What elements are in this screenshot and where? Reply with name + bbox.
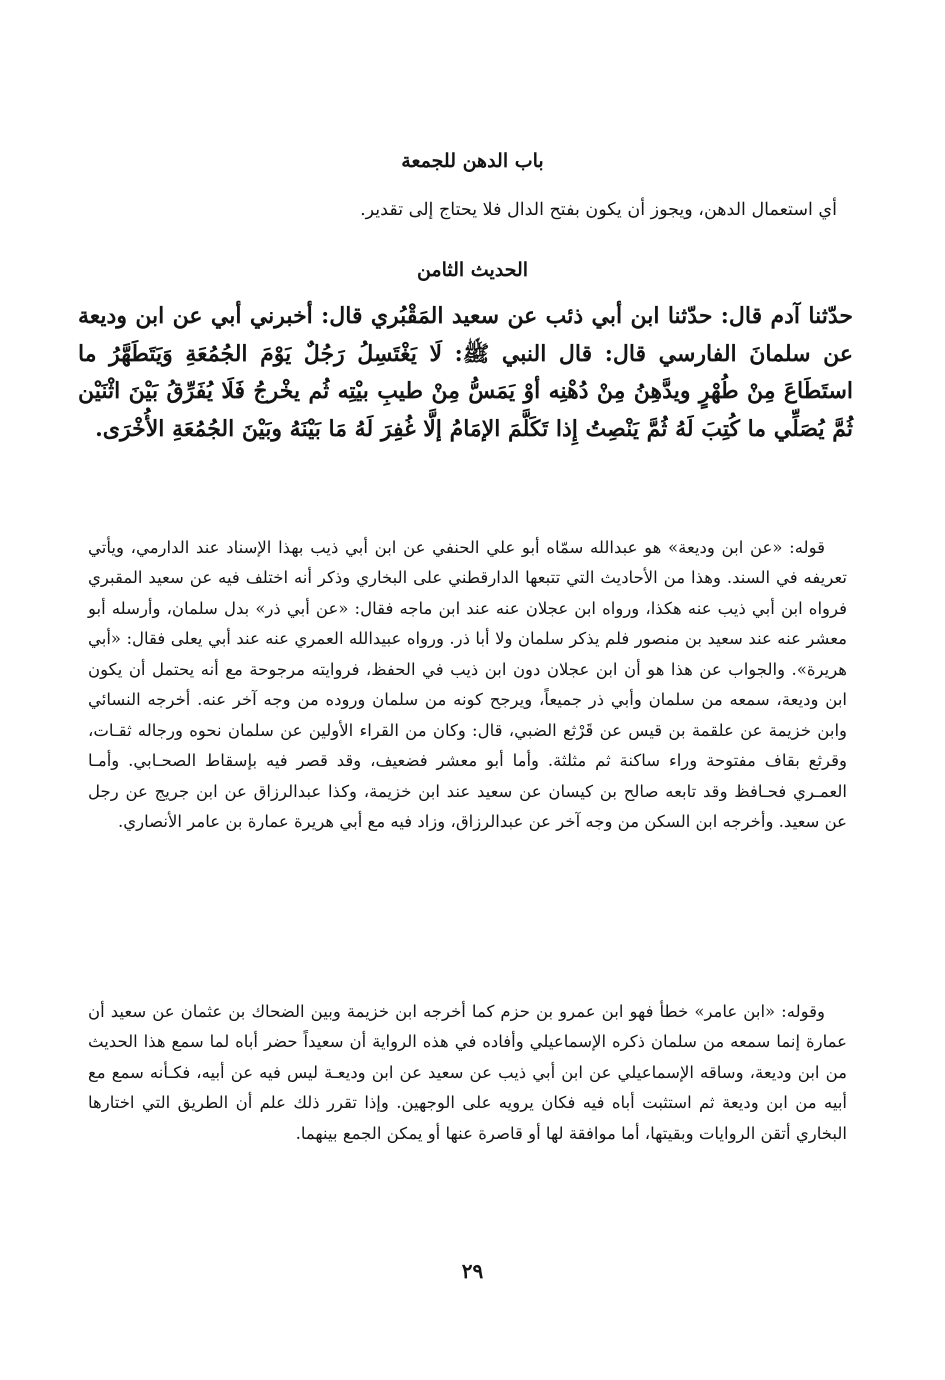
hadith-text: حدّثنا آدم قال: حدّثنا ابن أبي ذئب عن سعيد المَقْبُري قال: أخبرني أبي عن ابن وديعة عن سلمانَ الفارسي قال: قال النبي ﷺ: لَا يَغْتَسِلُ رَجُلٌ يَوْمَ الجُمُعَةِ وَيَتَطَهَّرُ ما استَطَاعَ مِنْ طُهْرٍ ويدَّهِنُ مِنْ دُهْنِه أوْ يَمَسُّ مِنْ طيبِ بيْتِه ثُم يخْرجُ فَلَا يُفَرِّقُ بَيْنَ اثْنَيْن ثُمَّ يُصَلِّي ما كُتِبَ لَهُ ثُمَّ يَنْصِتُ إِذا تَكَلَّمَ الإمَامُ إلَّا غُفِرَ لَهُ مَا بَيْنَهُ وبَيْنَ الجُمُعَةِ الأُخْرَى. [78,303,853,442]
commentary-paragraph: وقوله: «ابن عامر» خطأ فهو ابن عمرو بن حزم كما أخرجه ابن خزيمة وبين الضحاك بن عثمان عن سعيد أن عمارة إنما سمعه من سلمان ذكره الإسماعيلي وأفاده في هذه الرواية أن سعيداً حضر أباه لما سمع هذا الحديث من ابن وديعة، وساقه الإسماعيلي عن ابن أبي ذيب عن سعيد عن ابن وديعـة ليس فيه عن أبيه، فكـأنه سمع مع أبيه من ابن وديعة ثم استثبت أباه فيه فكان يرويه على الوجهين. وإذا تقرر ذلك علم أن الطريق التي اختارها البخاري أتقن الروايات وبقيتها، أما موافقة لها أو قاصرة عنها أو يمكن الجمع بينهما. [88,1001,847,1143]
chapter-title: باب الدهن للجمعة [401,150,544,172]
chapter-note: أي استعمال الدهن، ويجوز أن يكون بفتح الدال فلا يحتاج إلى تقدير. [360,200,837,220]
page-number: ٢٩ [461,1259,484,1283]
hadith-heading: الحديث الثامن [416,259,529,281]
commentary-paragraph: قوله: «عن ابن وديعة» هو عبدالله سمّاه أبو علي الحنفي عن ابن أبي ذيب بهذا الإسناد عند الدارمي، ويأتي تعريفه في السند. وهذا من الأحاديث التي تتبعها الدارقطني على البخاري وذكر أنه اختلف فيه عن سعيد المقبري فرواه ابن أبي ذيب عنه هكذا، ورواه ابن عجلان عنه عند ابن ماجه فقال: «عن أبي ذر» بدل سلمان، وأرسله أبو معشر عنه عند سعيد بن منصور فلم يذكر سلمان ولا أبا ذر. ورواه عبيدالله العمري عنه عند أبي يعلى فقال: «أبي هريرة». والجواب عن هذا هو أن ابن عجلان دون ابن ذيب في الحفظ، فروايته مرجوحة مع أنه يحتمل أن يكون ابن وديعة، سمعه من سلمان وأبي ذر جميعاً، ويرجح كونه من سلمان وروده من وجه آخر عنه. أخرجه النسائي وابن خزيمة عن علقمة بن قيس عن قَرْثع الضبي، قال: وكان من القراء الأولين عن سلمان نحوه ورجاله ثقـات، وقرثع بقاف مفتوحة وراء ساكنة ثم مثلثة. وأما أبو معشر فضعيف، وقد قصر فيه بإسقاط الصحـابي. وأمـا العمـري فحـافظ وقد تابعه صالح بن كيسان عن سعيد عند ابن خزيمة، وكذا عبدالرزاق عن ابن جريج عن رجل عن سعيد. وأخرجه ابن السكن من وجه آخر عن عبدالرزاق، وزاد فيه مع أبي هريرة عمارة بن عامر الأنصاري. [88,537,847,831]
